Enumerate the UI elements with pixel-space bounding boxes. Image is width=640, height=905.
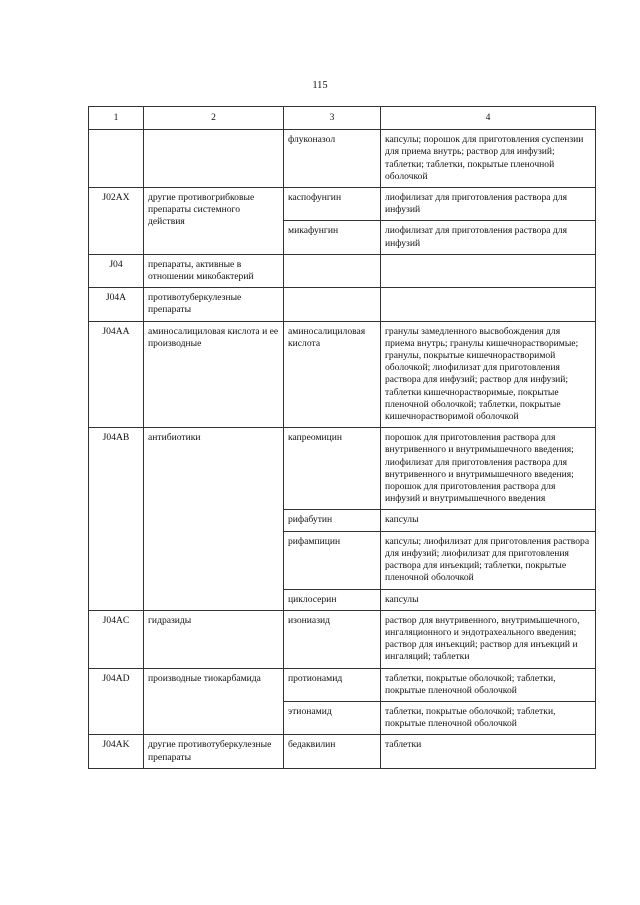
dosage-form-cell: капсулы xyxy=(381,510,596,531)
drug-name-cell: этионамид xyxy=(284,701,381,734)
table-header-row xyxy=(89,107,596,130)
dosage-form-cell: капсулы; порошок для приготовления суспензии для приема внутрь; раствор для инфузий; таблетки; таблетки, покрытые пленочной оболочкой xyxy=(381,130,596,188)
group-name-cell: аминосалициловая кислота и ее производные xyxy=(144,321,284,428)
dosage-form-cell: таблетки, покрытые оболочкой; таблетки, покрытые пленочной оболочкой xyxy=(381,701,596,734)
dosage-form-cell: таблетки xyxy=(381,735,596,768)
dosage-form-cell: лиофилизат для приготовления раствора для инфузий xyxy=(381,221,596,254)
group-name-cell: другие противогрибковые препараты системного действия xyxy=(144,188,284,255)
column-header: 1 xyxy=(89,107,144,130)
table-row xyxy=(89,288,596,321)
group-name-cell: гидразиды xyxy=(144,610,284,668)
dosage-form-cell: гранулы замедленного высвобождения для приема внутрь; гранулы кишечнорастворимые; гранулы, покрытые кишечнорастворимой оболочкой; лиофилизат для приготовления раствора для инфузий; раствор для инфузий; таблетки кишечнорастворимые, покрытые пленочной оболочкой; таблетки, покрытые кишечнорастворимой оболочкой xyxy=(381,321,596,428)
atc-code-cell: J04AD xyxy=(89,668,144,735)
drug-table xyxy=(88,106,596,769)
atc-code-cell: J04AA xyxy=(89,321,144,428)
column-header: 3 xyxy=(284,107,381,130)
dosage-form-cell: порошок для приготовления раствора для внутривенного и внутримышечного введения; лиофилизат для приготовления раствора для внутривенного и внутримышечного введения; порошок для приготовления раствора для инфузий и внутримышечного введения xyxy=(381,428,596,510)
atc-code-cell xyxy=(89,130,144,188)
atc-code-cell: J04AK xyxy=(89,735,144,768)
atc-code-cell: J04AC xyxy=(89,610,144,668)
group-name-cell xyxy=(144,130,284,188)
dosage-form-cell: раствор для внутривенного, внутримышечного, ингаляционного и эндотрахеального введения; раствор для инъекций; раствор для инъекций и ингаляций; таблетки xyxy=(381,610,596,668)
table-row xyxy=(89,668,596,701)
drug-name-cell: рифабутин xyxy=(284,510,381,531)
column-header: 2 xyxy=(144,107,284,130)
group-name-cell: препараты, активные в отношении микобактерий xyxy=(144,254,284,287)
table-row xyxy=(89,428,596,510)
atc-code-cell: J04A xyxy=(89,288,144,321)
dosage-form-cell xyxy=(381,254,596,287)
dosage-form-cell: лиофилизат для приготовления раствора для инфузий xyxy=(381,188,596,221)
atc-code-cell: J04 xyxy=(89,254,144,287)
atc-code-cell: J02AX xyxy=(89,188,144,255)
page-number: 115 xyxy=(312,80,328,91)
drug-name-cell xyxy=(284,254,381,287)
drug-name-cell: капреомицин xyxy=(284,428,381,510)
dosage-form-cell: капсулы; лиофилизат для приготовления раствора для инфузий; лиофилизат для приготовления раствора для инъекций; таблетки, покрытые пленочной оболочкой xyxy=(381,531,596,589)
drug-name-cell: каспофунгин xyxy=(284,188,381,221)
table-row xyxy=(89,130,596,188)
table-row xyxy=(89,610,596,668)
dosage-form-cell: капсулы xyxy=(381,589,596,610)
table-row xyxy=(89,735,596,768)
group-name-cell: противотуберкулезные препараты xyxy=(144,288,284,321)
group-name-cell: антибиотики xyxy=(144,428,284,610)
table-row xyxy=(89,188,596,221)
dosage-form-cell: таблетки, покрытые оболочкой; таблетки, покрытые пленочной оболочкой xyxy=(381,668,596,701)
drug-name-cell xyxy=(284,288,381,321)
table-row xyxy=(89,254,596,287)
group-name-cell: другие противотуберкулезные препараты xyxy=(144,735,284,768)
drug-name-cell: микафунгин xyxy=(284,221,381,254)
drug-name-cell: протионамид xyxy=(284,668,381,701)
drug-name-cell: аминосалициловая кислота xyxy=(284,321,381,428)
drug-name-cell: циклосерин xyxy=(284,589,381,610)
column-header: 4 xyxy=(381,107,596,130)
drug-name-cell: изониазид xyxy=(284,610,381,668)
dosage-form-cell xyxy=(381,288,596,321)
drug-name-cell: флуконазол xyxy=(284,130,381,188)
drug-name-cell: рифампицин xyxy=(284,531,381,589)
atc-code-cell: J04AB xyxy=(89,428,144,610)
group-name-cell: производные тиокарбамида xyxy=(144,668,284,735)
drug-name-cell: бедаквилин xyxy=(284,735,381,768)
table-row xyxy=(89,321,596,428)
